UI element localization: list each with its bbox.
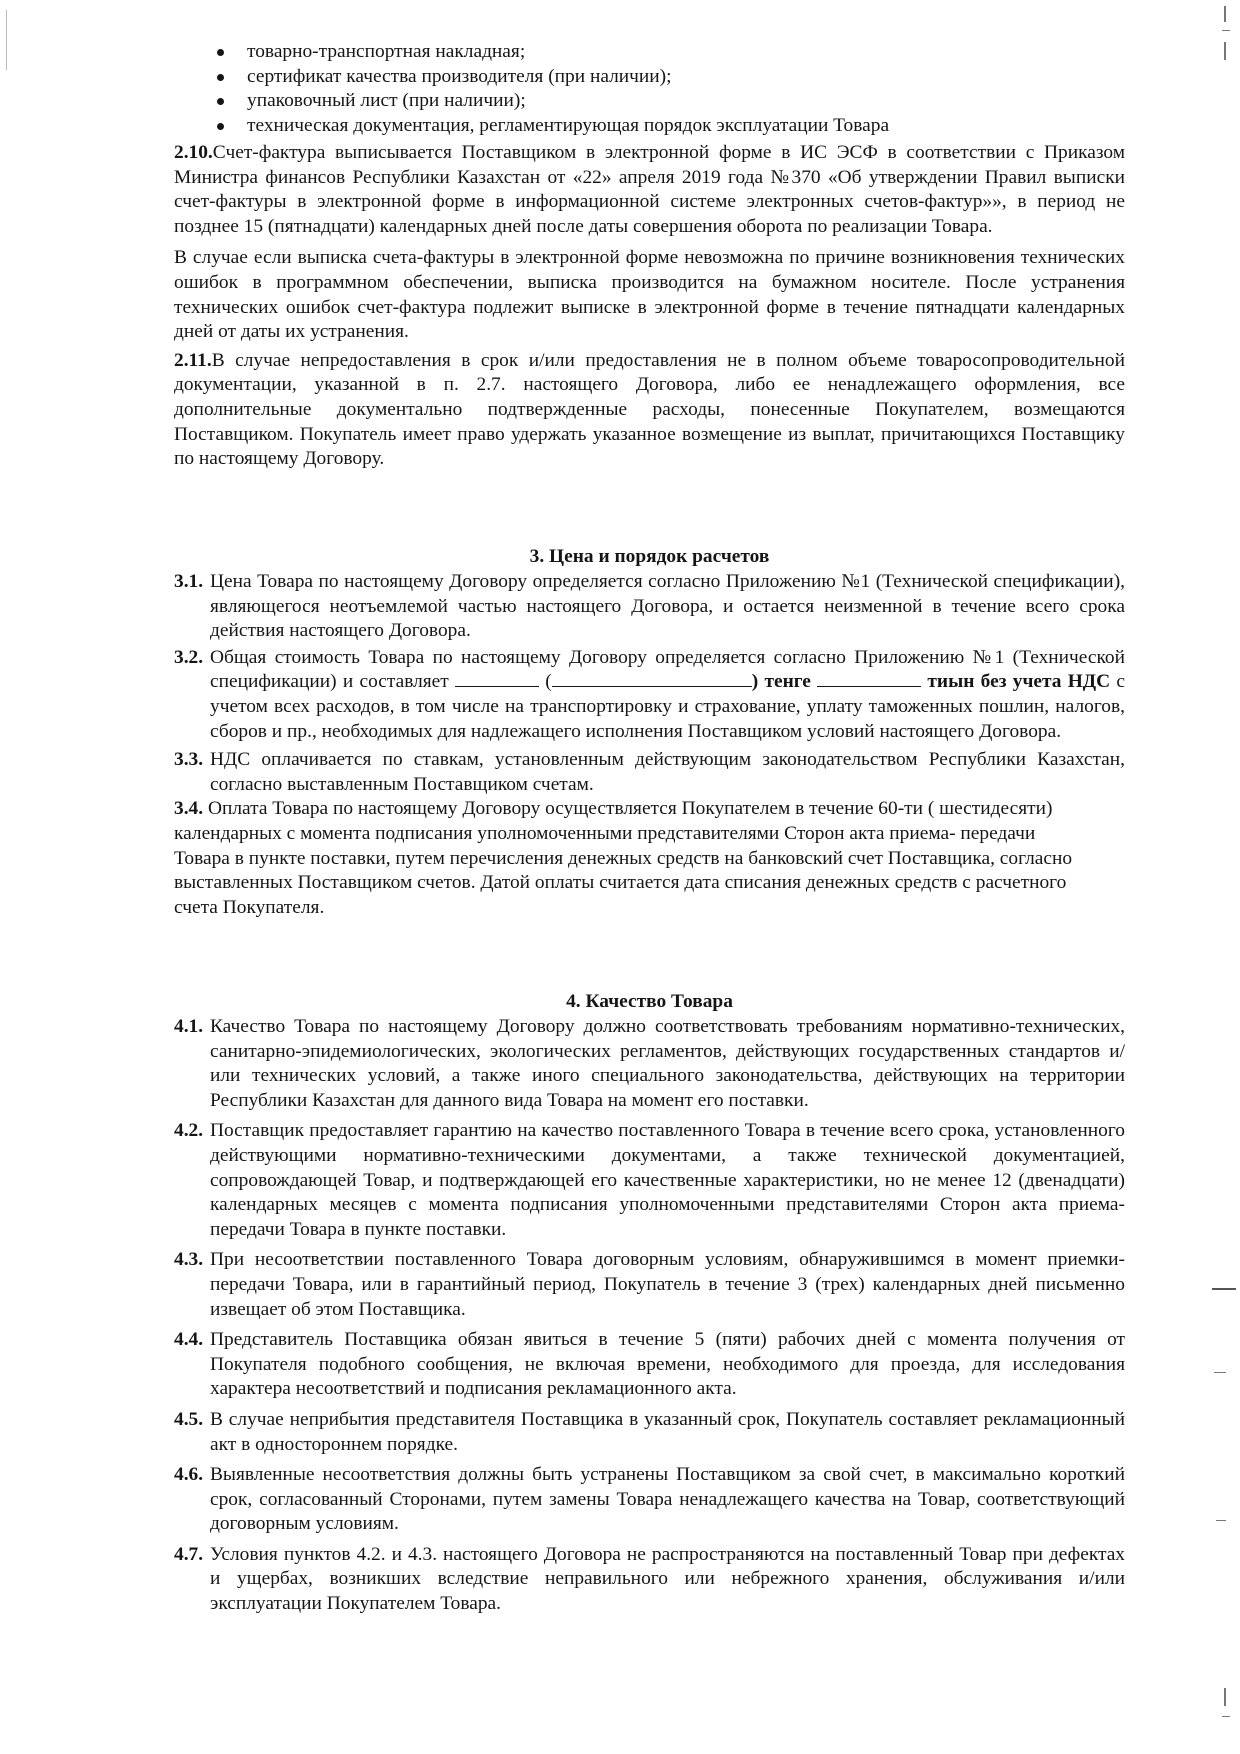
clause-number: 3.3. — [174, 749, 204, 771]
clause-number: 4.2. — [174, 1120, 204, 1142]
clause-text-bold: тиын без учета НДС — [927, 671, 1111, 693]
scan-edge-mark — [1212, 1288, 1236, 1290]
clause-text: Поставщик предоставляет гарантию на качество поставленного Товара в течение всего срока, установленного действующими нормативно-техническими документами, а также технической документацией, сопровождающей Товар, и подтверждающей его качественные характеристики, но не менее 12 (двенадцати) календарных месяцев с момента подписания уполномоченными представителями Сторон акта приема-передачи Товара в пункте поставки. — [210, 1120, 1125, 1240]
amount-words-blank — [552, 670, 752, 687]
clause-text: НДС оплачивается по ставкам, установленным действующим законодательством Республики Казахстан, согласно выставленным Поставщиком счетам. — [210, 749, 1125, 795]
scan-edge-mark — [1222, 1716, 1230, 1717]
clause-text: Условия пунктов 4.2. и 4.3. настоящего Договора не распространяются на поставленный Товар при дефектах и ущербах, возникших вследствие неправильного или небрежного хранения, обслуживания и/или эксплуатации Покупателем Товара. — [210, 1543, 1125, 1615]
clause-number: 4.1. — [174, 1016, 204, 1037]
clause-text — [210, 646, 1125, 744]
scan-edge-mark — [1224, 42, 1226, 60]
clause-number: 3.1. — [174, 571, 204, 592]
scan-edge-mark — [1224, 6, 1226, 22]
scan-edge-mark — [1214, 1372, 1226, 1373]
clause-3-1 — [174, 570, 1125, 644]
section-4 — [174, 990, 1125, 1015]
clause-2-11 — [174, 349, 1125, 472]
clause-text: Оплата Товара по настоящему Договору осуществляется Покупателем в течение 60-ти ( шестидесяти) календарных с момента подписания уполномоченными представителями Сторон акта приема- передачи Товара в пункте поставки, путем перечисления денежных средств на банковский счет Поставщика, согласно выставленных Поставщиком счетов. Датой оплаты считается дата списания денежных средств с расчетного счета Покупателя. — [174, 798, 1073, 918]
clause-3-4 — [174, 797, 1125, 920]
section-4-body — [174, 1015, 1125, 1617]
list-item: упаковочный лист (при наличии); — [174, 89, 1125, 114]
clause-number: 4.3. — [174, 1249, 204, 1271]
clause-number: 3.2. — [174, 646, 204, 668]
clause-text-part: ( — [539, 671, 552, 693]
clause-number: 4.6. — [174, 1464, 204, 1486]
clause-2-10-paragraph: В случае если выписка счета-фактуры в электронной форме невозможна по причине возникновения технических ошибок в программном обеспечении, выписка производится на бумажном носителе. После устранения технических ошибок счет-фактура подлежит выписке в электронной форме в течение пятнадцати календарных дней от даты их устранения. — [174, 247, 1125, 343]
clause-text: При несоответствии поставленного Товара договорным условиям, обнаружившимся в момент приемки-передачи Товара, или в гарантийный период, Покупатель в течение 3 (трех) календарных дней письменно извещает об этом Поставщика. — [210, 1249, 1125, 1320]
section-heading: 4. Качество Товара — [566, 991, 733, 1012]
clause-4-4 — [174, 1328, 1125, 1402]
section-3 — [174, 545, 1125, 570]
clause-number: 3.4. — [174, 798, 204, 820]
clause-text-part: ) тенге — [751, 671, 818, 693]
clause-number: 4.5. — [174, 1408, 204, 1430]
clause-text: Выявленные несоответствия должны быть устранены Поставщиком за свой счет, в максимально короткий срок, согласованный Сторонами, путем замены Товара ненадлежащего качества на Товар, соответствующий договорным условиям. — [210, 1464, 1125, 1535]
clause-text: Цена Товара по настоящему Договору определяется согласно Приложению №1 (Технической спецификации), являющегося неотъемлемой частью настоящего Договора, и остается неизменной в течение всего срока действия настоящего Договора. — [210, 571, 1125, 642]
section-2-continuation — [174, 141, 1125, 472]
clause-4-5 — [174, 1408, 1125, 1457]
scan-edge-mark — [6, 10, 7, 70]
document-list — [174, 40, 1125, 138]
clause-3-3 — [174, 748, 1125, 797]
clause-4-7 — [174, 1543, 1125, 1617]
tiyn-blank — [817, 670, 921, 687]
list-item: сертификат качества производителя (при наличии); — [174, 65, 1125, 90]
section-3-body — [174, 570, 1125, 920]
clause-text: В случае непредоставления в срок и/или предоставления не в полном объеме товаросопроводительной документации, указанной в п. 2.7. настоящего Договора, либо ее ненадлежащего оформления, все дополнительные документально подтвержденные расходы, понесенные Покупателем, возмещаются Поставщиком. Покупатель имеет право удержать указанное возмещение из выплат, причитающихся Поставщику по настоящему Договору. — [174, 349, 1125, 470]
clause-4-6 — [174, 1463, 1125, 1537]
clause-4-1 — [174, 1015, 1125, 1113]
section-heading: 3. Цена и порядок расчетов — [529, 546, 770, 567]
scan-edge-mark — [1224, 1688, 1226, 1706]
clause-number: 4.7. — [174, 1543, 204, 1565]
clause-4-2 — [174, 1119, 1125, 1242]
clause-text: Представитель Поставщика обязан явиться в течение 5 (пяти) рабочих дней с момента получения от Покупателя подобного сообщения, не включая времени, необходимого для проезда, для исследования характера несоответствий и подписания рекламационного акта. — [210, 1329, 1125, 1400]
clause-number: 2.10. — [174, 142, 213, 163]
clause-4-3 — [174, 1248, 1125, 1322]
clause-3-2 — [174, 646, 1125, 744]
clause-text-part: Общая стоимость Товара по настоящему Договору определяется согласно Приложению №1 (Технической спецификации) и составляет — [210, 646, 1125, 693]
clause-text: Качество Товара по настоящему Договору должно соответствовать требованиям нормативно-технических, санитарно-эпидемиологических, экологических регламентов, действующих государственных стандартов и/или технических условий, а также иного специального законодательства, действующих на территории Республики Казахстан для данного вида Товара на момент его поставки. — [210, 1016, 1125, 1111]
clause-number: 2.11. — [174, 349, 212, 371]
clause-2-10 — [174, 141, 1125, 239]
scan-edge-mark — [1216, 1520, 1226, 1521]
clause-number: 4.4. — [174, 1329, 204, 1351]
amount-blank — [455, 670, 539, 687]
clause-text: В случае неприбытия представителя Поставщика в указанный срок, Покупатель составляет рекламационный акт в одностороннем порядке. — [210, 1408, 1125, 1455]
list-item: техническая документация, регламентирующая порядок эксплуатации Товара — [174, 114, 1125, 139]
scan-edge-mark — [1222, 30, 1230, 31]
list-item: товарно-транспортная накладная; — [174, 40, 1125, 65]
clause-text-part: с учетом всех расходов, в том числе на транспортировку и страхование, уплату таможенных пошлин, налогов, сборов и пр., необходимых для надлежащего исполнения Поставщиком условий настоящего Договора. — [210, 671, 1125, 742]
clause-text: Счет-фактура выписывается Поставщиком в электронной форме в ИС ЭСФ в соответствии с Приказом Министра финансов Республики Казахстан от «22» апреля 2019 года №370 «Об утверждении Правил выписки счет-фактуры в электронной форме в информационной системе электронных счетов-фактур»», в период не позднее 15 (пятнадцати) календарных дней после даты совершения оборота по реализации Товара. — [174, 142, 1125, 237]
